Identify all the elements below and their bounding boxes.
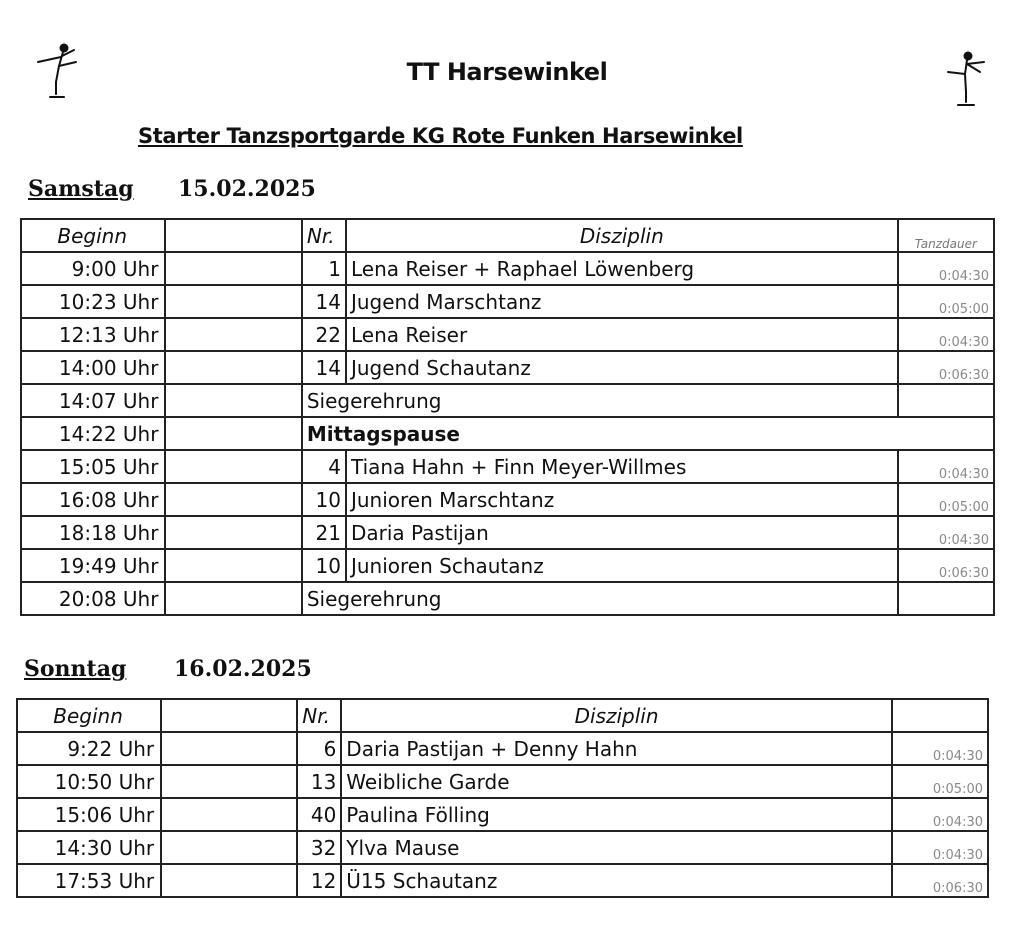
blank-cell [165,252,301,285]
sunday-schedule-table [16,698,989,898]
start-number-cell: 4 [302,450,346,483]
table-row [21,450,994,483]
duration-cell [898,582,994,615]
column-header-tanzdauer: Tanzdauer [898,219,994,252]
duration-cell: 0:04:30 [898,252,994,285]
discipline-cell: Daria Pastijan [346,516,898,549]
table-row [17,864,988,897]
start-number-cell: 21 [302,516,346,549]
column-header-beginn: Beginn [21,219,165,252]
blank-cell [161,831,297,864]
blank-cell [165,549,301,582]
duration-cell: 0:05:00 [898,483,994,516]
start-time-cell: 14:07 Uhr [21,384,165,417]
start-number-cell: 13 [297,765,341,798]
blank-cell [161,864,297,897]
table-row [17,831,988,864]
table-row [21,351,994,384]
discipline-cell: Ü15 Schautanz [341,864,892,897]
start-time-cell: 9:00 Uhr [21,252,165,285]
blank-cell [165,384,301,417]
blank-cell [161,798,297,831]
table-row [21,252,994,285]
column-header-tanzdauer [892,699,988,732]
discipline-cell: Lena Reiser + Raphael Löwenberg [346,252,898,285]
column-header-nr: Nr. [297,699,341,732]
duration-cell: 0:04:30 [898,450,994,483]
start-time-cell: 18:18 Uhr [21,516,165,549]
day-name: Sonntag [24,656,127,682]
blank-cell [165,285,301,318]
start-time-cell: 10:50 Uhr [17,765,161,798]
start-number-cell: 22 [302,318,346,351]
start-time-cell: 10:23 Uhr [21,285,165,318]
discipline-cell: Ylva Mause [341,831,892,864]
day-name: Samstag [28,176,134,202]
saturday-schedule-table [20,218,995,616]
saturday-heading [28,176,316,202]
blank-cell [165,516,301,549]
discipline-cell: Paulina Fölling [341,798,892,831]
day-date: 15.02.2025 [178,176,316,202]
start-time-cell: 16:08 Uhr [21,483,165,516]
start-number-cell: 40 [297,798,341,831]
table-header-row [17,699,988,732]
blank-cell [165,483,301,516]
start-time-cell: 14:22 Uhr [21,417,165,450]
column-header-blank [165,219,301,252]
duration-cell: 0:05:00 [892,765,988,798]
blank-cell [165,351,301,384]
start-time-cell: 19:49 Uhr [21,549,165,582]
duration-cell: 0:04:30 [892,798,988,831]
start-time-cell: 14:30 Uhr [17,831,161,864]
table-row [21,582,994,615]
duration-cell: 0:05:00 [898,285,994,318]
table-row [17,732,988,765]
start-number-cell: 12 [297,864,341,897]
page-title: TT Harsewinkel [406,58,608,86]
table-row [17,765,988,798]
start-time-cell: 9:22 Uhr [17,732,161,765]
discipline-cell: Jugend Marschtanz [346,285,898,318]
table-header-row [21,219,994,252]
table-row [21,483,994,516]
table-row [21,549,994,582]
column-header-beginn: Beginn [17,699,161,732]
table-row [21,516,994,549]
duration-cell: 0:04:30 [892,831,988,864]
discipline-cell: Junioren Marschtanz [346,483,898,516]
table-row [21,417,994,450]
start-number-cell: 10 [302,483,346,516]
start-number-cell: 32 [297,831,341,864]
start-time-cell: 17:53 Uhr [17,864,161,897]
blank-cell [165,417,301,450]
table-row [17,798,988,831]
blank-cell [165,450,301,483]
start-number-cell: 14 [302,285,346,318]
duration-cell: 0:04:30 [892,732,988,765]
blank-cell [161,765,297,798]
table-row [21,285,994,318]
blank-cell [165,318,301,351]
lunch-break-cell: Mittagspause [302,417,994,450]
start-time-cell: 14:00 Uhr [21,351,165,384]
duration-cell: 0:06:30 [892,864,988,897]
start-time-cell: 15:06 Uhr [17,798,161,831]
table-row [21,384,994,417]
start-number-cell: 6 [297,732,341,765]
discipline-cell: Junioren Schautanz [346,549,898,582]
duration-cell [898,384,994,417]
start-time-cell: 15:05 Uhr [21,450,165,483]
award-ceremony-cell: Siegerehrung [302,582,898,615]
duration-cell: 0:06:30 [898,549,994,582]
discipline-cell: Daria Pastijan + Denny Hahn [341,732,892,765]
page-subtitle: Starter Tanzsportgarde KG Rote Funken Harsewinkel [138,124,743,148]
duration-cell: 0:06:30 [898,351,994,384]
sunday-heading [24,656,312,682]
start-number-cell: 1 [302,252,346,285]
duration-cell: 0:04:30 [898,516,994,549]
start-time-cell: 20:08 Uhr [21,582,165,615]
blank-cell [161,732,297,765]
start-number-cell: 10 [302,549,346,582]
discipline-cell: Lena Reiser [346,318,898,351]
start-number-cell: 14 [302,351,346,384]
duration-cell: 0:04:30 [898,318,994,351]
discipline-cell: Tiana Hahn + Finn Meyer-Willmes [346,450,898,483]
table-row [21,318,994,351]
discipline-cell: Weibliche Garde [341,765,892,798]
award-ceremony-cell: Siegerehrung [302,384,898,417]
day-date: 16.02.2025 [174,656,312,682]
column-header-disziplin: Disziplin [341,699,892,732]
start-time-cell: 12:13 Uhr [21,318,165,351]
blank-cell [165,582,301,615]
discipline-cell: Jugend Schautanz [346,351,898,384]
column-header-nr: Nr. [302,219,346,252]
column-header-blank [161,699,297,732]
column-header-disziplin: Disziplin [346,219,898,252]
